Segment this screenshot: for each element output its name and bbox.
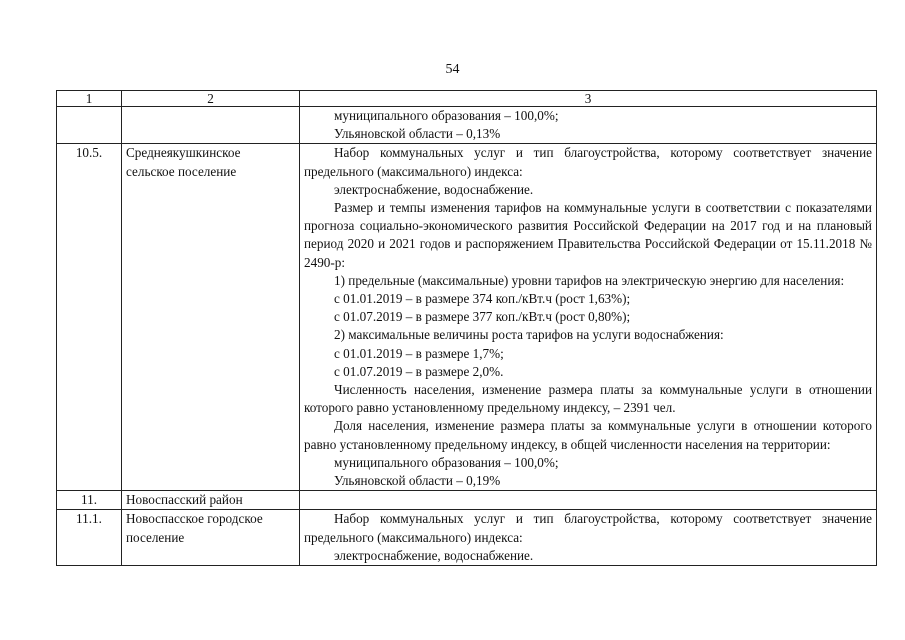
table-row: [57, 510, 877, 566]
municipality-name: [122, 144, 300, 491]
table-row: [57, 491, 877, 510]
description-paragraph: с 01.01.2019 – в размере 1,7%;: [334, 345, 504, 361]
description-paragraph: с 01.07.2019 – в размере 2,0%.: [334, 363, 504, 379]
row-number: 10.5.: [57, 144, 122, 491]
municipality-name: [122, 491, 300, 510]
municipality-name-line: Новоспасский район: [126, 492, 243, 508]
table-row: [57, 107, 877, 144]
description-paragraph: Ульяновской области – 0,13%: [334, 126, 501, 142]
row-number: 11.1.: [57, 510, 122, 566]
municipality-name: [122, 510, 300, 566]
description-paragraph: Численность населения, изменение размера платы за коммунальные услуги в отношении которого равно установленному предельному индексу, – 2391 чел.: [304, 382, 872, 416]
municipality-name-line: поселение: [126, 529, 185, 545]
description-paragraph: муниципального образования – 100,0%;: [334, 454, 559, 470]
description-paragraph: муниципального образования – 100,0%;: [334, 108, 559, 123]
tariff-description: [300, 107, 877, 144]
header-col-2: 2: [122, 91, 300, 107]
description-paragraph: электроснабжение, водоснабжение.: [334, 181, 534, 197]
description-paragraph: с 01.07.2019 – в размере 377 коп./кВт.ч (рост 0,80%);: [334, 309, 631, 325]
municipality-name-line: сельское поселение: [126, 163, 237, 179]
tariff-description: [300, 510, 877, 566]
description-paragraph: Ульяновской области – 0,19%: [334, 473, 501, 489]
description-paragraph: Набор коммунальных услуг и тип благоустройства, которому соответствует значение предельного (максимального) индекса:: [304, 145, 872, 179]
tariff-description: [300, 491, 877, 510]
municipality-name-line: Среднеякушкинское: [126, 145, 241, 161]
row-number: 11.: [57, 491, 122, 510]
header-col-1: 1: [57, 91, 122, 107]
description-paragraph: Набор коммунальных услуг и тип благоустройства, которому соответствует значение предельного (максимального) индекса:: [304, 511, 872, 545]
table-header-row: [57, 91, 877, 107]
page-number: 54: [445, 62, 460, 77]
tariff-table: [56, 90, 877, 566]
row-number: [57, 107, 122, 144]
tariff-description: [300, 144, 877, 491]
description-paragraph: электроснабжение, водоснабжение.: [334, 547, 534, 563]
description-paragraph: Размер и темпы изменения тарифов на коммунальные услуги в соответствии с показателями прогноза социально-экономического развития Российской Федерации на 2017 год и на плановый период 2020 и 2021 годов и распоряжением Правительства Российской Федерации от 15.11.2018 № 2490-р:: [304, 200, 872, 270]
municipality-name: [122, 107, 300, 144]
municipality-name-line: Новоспасское городское: [126, 511, 263, 527]
description-paragraph: 1) предельные (максимальные) уровни тарифов на электрическую энергию для населения:: [334, 272, 845, 288]
table-row: [57, 144, 877, 491]
header-col-3: 3: [300, 91, 877, 107]
description-paragraph: с 01.01.2019 – в размере 374 коп./кВт.ч (рост 1,63%);: [334, 291, 631, 307]
table-body: [57, 91, 877, 566]
description-paragraph: 2) максимальные величины роста тарифов на услуги водоснабжения:: [334, 327, 724, 343]
description-paragraph: Доля населения, изменение размера платы за коммунальные услуги в отношении которого равно установленному предельному индексу, в общей численности населения на территории:: [304, 418, 872, 452]
